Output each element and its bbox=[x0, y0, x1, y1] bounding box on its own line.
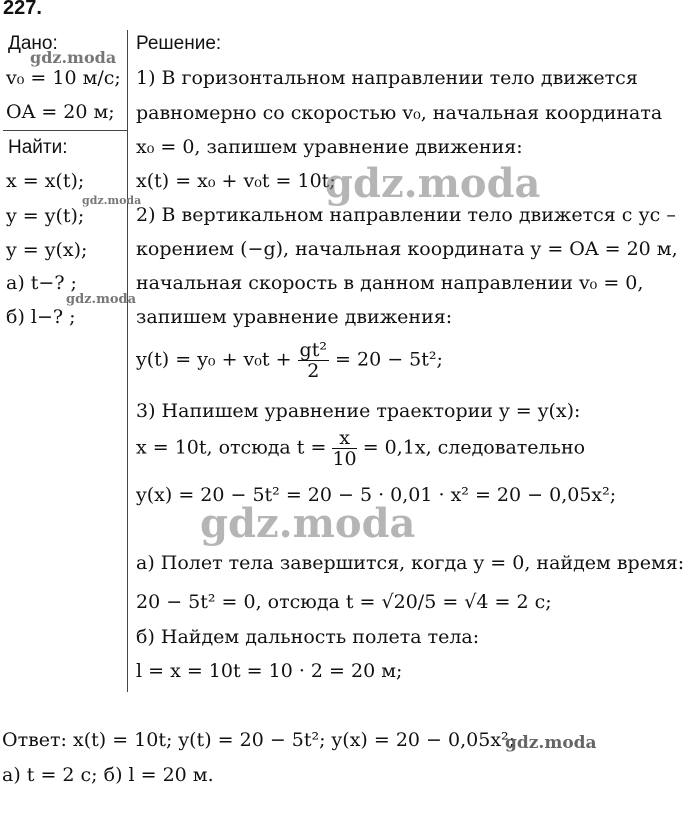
find-item: y = y(x); bbox=[6, 239, 88, 261]
find-label: Найти: bbox=[8, 137, 68, 158]
solution-line: x₀ = 0, запишем уравнение движения: bbox=[136, 136, 523, 158]
given-label: Дано: bbox=[8, 33, 58, 54]
given-divider bbox=[3, 130, 127, 131]
watermark: gdz.moda bbox=[325, 160, 541, 207]
solution-line: б) Найдем дальность полета тела: bbox=[136, 626, 480, 648]
equation-x-t: x(t) = x₀ + v₀t = 10t; bbox=[136, 170, 336, 192]
watermark: gdz.moda bbox=[66, 292, 137, 307]
watermark: gdz.moda bbox=[200, 500, 416, 547]
solution-line: корением (−g), начальная координата y = OA = 20 м, bbox=[136, 238, 678, 260]
given-oa: OA = 20 м; bbox=[6, 101, 115, 123]
equation-part: = 20 − 5t²; bbox=[335, 348, 443, 371]
watermark: gdz.moda bbox=[82, 194, 142, 207]
column-divider bbox=[127, 30, 128, 692]
watermark: gdz.moda bbox=[505, 733, 597, 753]
equation-part: y(t) = y₀ + v₀t + bbox=[136, 348, 292, 371]
equation-y-t bbox=[136, 340, 443, 381]
solution-label: Решение: bbox=[136, 33, 222, 54]
numerator: gt² bbox=[299, 339, 327, 361]
equation-distance: l = x = 10t = 10 · 2 = 20 м; bbox=[136, 660, 403, 682]
equation-y-x: y(x) = 20 − 5t² = 20 − 5 · 0,01 · x² = 20 − 0,05x²; bbox=[136, 484, 617, 506]
answer-line: Ответ: x(t) = 10t; y(t) = 20 − 5t²; y(x) = 20 − 0,05x²; bbox=[2, 729, 516, 751]
find-item: x = x(t); bbox=[6, 170, 85, 192]
find-item: а) t−? ; bbox=[6, 272, 77, 294]
fraction bbox=[298, 340, 329, 381]
solution-line: а) Полет тела завершится, когда y = 0, найдем время: bbox=[136, 552, 684, 574]
solution-line: 2) В вертикальном направлении тело движется с ус – bbox=[136, 204, 676, 226]
equation-time: 20 − 5t² = 0, отсюда t = √20/5 = √4 = 2 с; bbox=[136, 591, 552, 613]
fraction bbox=[332, 428, 356, 469]
given-v0: v₀ = 10 м/с; bbox=[6, 67, 121, 89]
denominator: 2 bbox=[307, 360, 320, 382]
equation-t-x bbox=[136, 428, 585, 469]
numerator: x bbox=[332, 428, 356, 449]
answer-line: а) t = 2 с; б) l = 20 м. bbox=[2, 764, 214, 786]
find-item: y = y(t); bbox=[6, 205, 85, 227]
problem-number: 227. bbox=[3, 0, 42, 19]
solution-line: 3) Напишем уравнение траектории y = y(x): bbox=[136, 400, 581, 422]
find-item: б) l−? ; bbox=[6, 306, 76, 328]
equation-part: x = 10t, отсюда t = bbox=[136, 436, 327, 459]
solution-line: равномерно со скоростью v₀, начальная координата bbox=[136, 102, 663, 124]
watermark: gdz.moda bbox=[30, 48, 117, 67]
solution-line: запишем уравнение движения: bbox=[136, 306, 453, 328]
equation-part: = 0,1x, следовательно bbox=[362, 436, 586, 459]
solution-line: начальная скорость в данном направлении v₀ = 0, bbox=[136, 272, 644, 294]
solution-line: 1) В горизонтальном направлении тело движется bbox=[136, 67, 638, 89]
denominator: 10 bbox=[332, 448, 357, 470]
